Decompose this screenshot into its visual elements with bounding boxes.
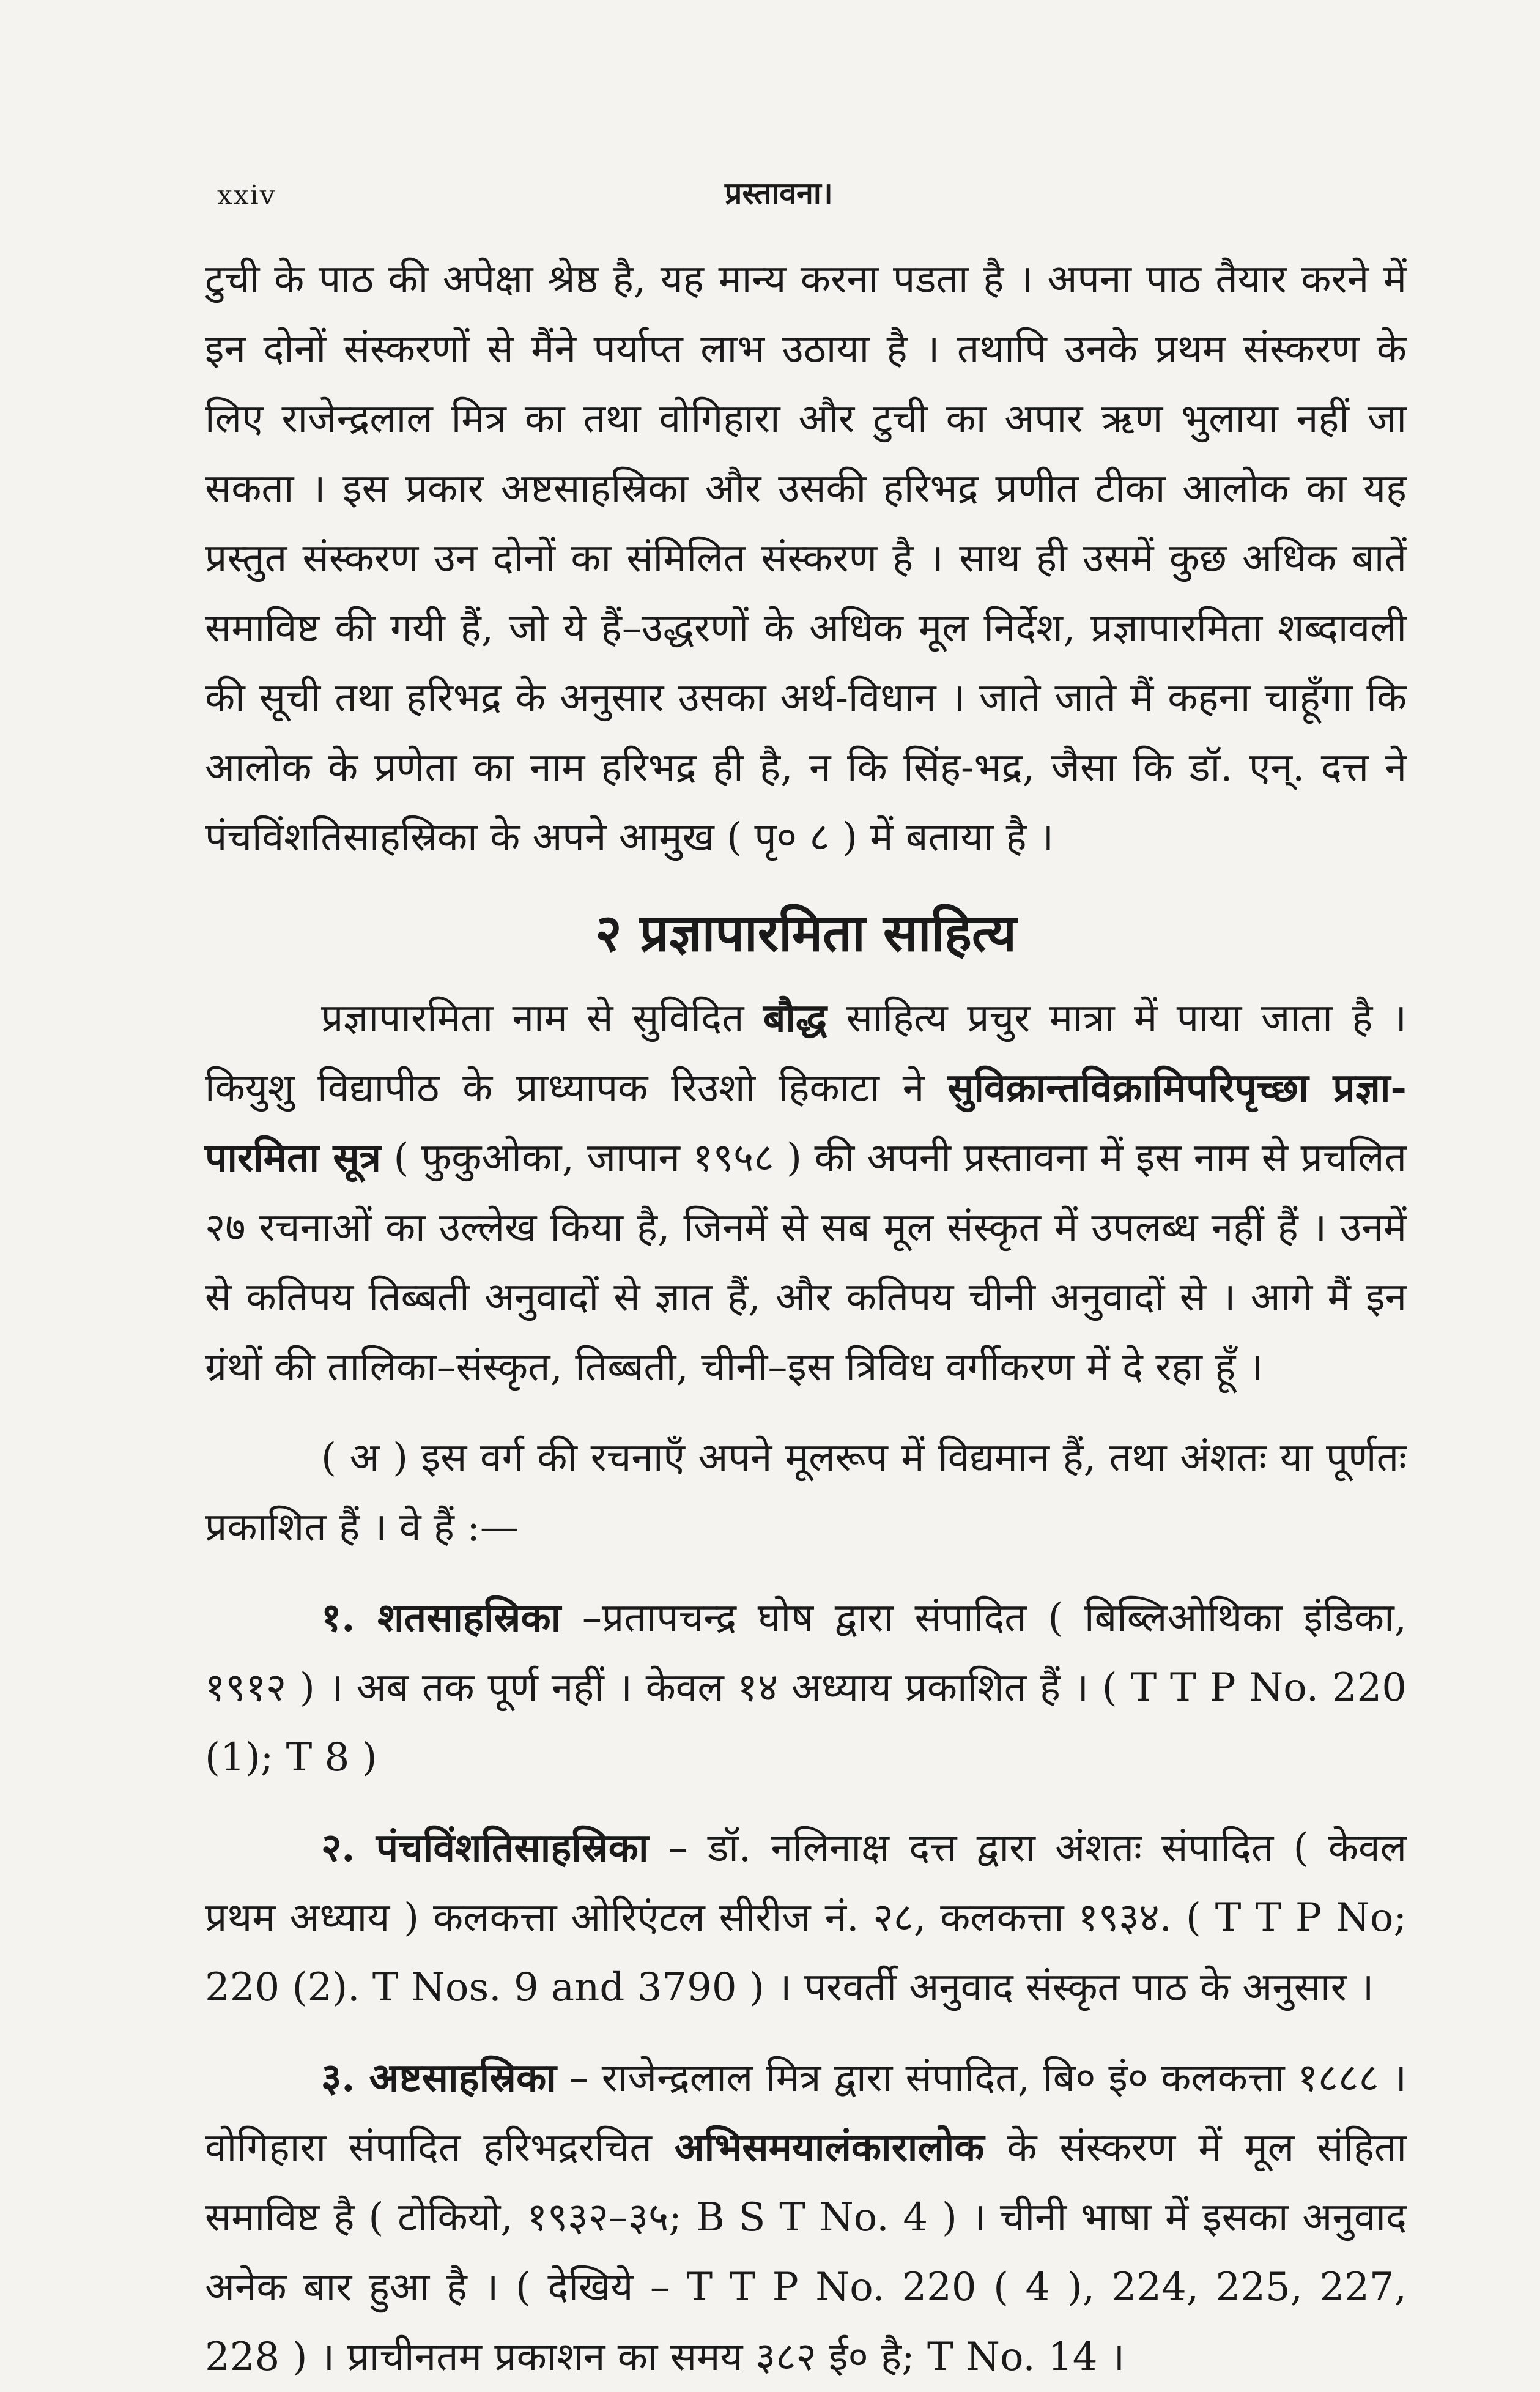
entry-title: ३. अष्टसाहस्रिका — [321, 2055, 557, 2101]
entry-1 — [205, 1583, 1407, 1792]
entry-text: – डॉ. नलिनाक्ष दत्त द्वारा अंशतः संपादित ( केवल प्रथम अध्याय ) कलकत्ता ओरिएंटल सीरीज नं. २८, कलकत्ता १९३४. ( T T P No; 220 (2). T Nos. 9 and 3790 ) । परवर्ती अनुवाद संस्कृत पाठ के अनुसार । — [205, 1826, 1407, 2010]
para1-text-b: साहित्य प्रचुर मात्रा में पाया जाता है । कियुशु विद्यापीठ के प्राध्यापक रिउशो हिकाटा ने — [205, 996, 1407, 1111]
entry-text: –प्रतापचन्द्र घोष द्वारा संपादित ( बिब्लिओथिका इंडिका, १९१२ ) । अब तक पूर्ण नहीं । केवल १४ अध्याय प्रकाशित हैं । ( T T P No. 220 (1); T 8 ) — [205, 1595, 1407, 1780]
sutra-title: सुविक्रान्तविक्रामिपरिपृच्छा प्रज्ञा-पारमिता सूत्र — [205, 1065, 1407, 1181]
intro-paragraph: टुची के पाठ की अपेक्षा श्रेष्ठ है, यह मान्य करना पडता है । अपना पाठ तैयार करने में इन दोनों संस्करणों से मैंने पर्याप्त लाभ उठाया है । तथापि उनके प्रथम संस्करण के लिए राजेन्द्रलाल मित्र का तथा वोगिहारा और टुची का अपार ऋण भुलाया नहीं जा सकता । इस प्रकार अष्टसाहस्रिका और उसकी हरिभद्र प्रणीत टीका आलोक का यह प्रस्तुत संस्करण उन दोनों का संमिलित संस्करण है । साथ ही उसमें कुछ अधिक बातें समाविष्ट की गयी हैं, जो ये हैं–उद्धरणों के अधिक मूल निर्देश, प्रज्ञापारमिता शब्दावली की सूची तथा हरिभद्र के अनुसार उसका अर्थ-विधान । जाते जाते मैं कहना चाहूँगा कि आलोक के प्रणेता का नाम हरिभद्र ही है, न कि सिंह-भद्र, जैसा कि डॉ. एन्. दत्त ने पंचविंशतिसाहस्रिका के अपने आमुख ( पृ० ८ ) में बताया है । — [205, 257, 1407, 860]
entry-text: के संस्करण में मूल संहिता समाविष्ट है ( टोकियो, १९३२–३५; B S T No. 4 ) । चीनी भाषा में इसका अनुवाद अनेक बार हुआ है । ( देखिये – T T P No. 220 ( 4 ), 224, 225, 227, 228 ) । प्राचीनतम प्रकाशन का समय ३८२ ई० है; T No. 14 । — [205, 2125, 1407, 2380]
body-text — [205, 245, 1407, 2392]
running-title: प्रस्तावना। — [725, 175, 833, 211]
section-paragraph-2: ( अ ) इस वर्ग की रचनाएँ अपने मूलरूप में विद्यमान हैं, तथा अंशतः या पूर्णतः प्रकाशित हैं । वे हैं :— — [205, 1435, 1407, 1550]
entry-title: २. पंचविंशतिसाहस्रिका — [321, 1825, 649, 1871]
para1-text-c: ( फुकुओका, जापान १९५८ ) की अपनी प्रस्तावना में इस नाम से प्रचलित २७ रचनाओं का उल्लेख किया है, जिनमें से सब मूल संस्कृत में उपलब्ध नहीं हैं । उनमें से कतिपय तिब्बती अनुवादों से ज्ञात हैं, और कतिपय चीनी अनुवादों से । आगे मैं इन ग्रंथों की तालिका–संस्कृत, तिब्बती, चीनी–इस त्रिविध वर्गीकरण में दे रहा हूँ । — [205, 1135, 1407, 1390]
entry-2 — [205, 1813, 1407, 2022]
entry-title: १. शतसाहस्रिका — [321, 1595, 561, 1641]
entry-text: – राजेन्द्रलाल मित्र द्वारा संपादित, बि० इं० कलकत्ता १८८८ । वोगिहारा संपादित हरिभद्ररचित — [205, 2056, 1407, 2171]
page-header — [217, 171, 1540, 226]
section-heading: २ प्रज्ञापारमिता साहित्य — [595, 902, 1016, 963]
para1-bold-a: बौद्ध — [763, 995, 827, 1041]
entry-3 — [205, 2043, 1407, 2392]
section-paragraph-1 — [205, 984, 1407, 1402]
entry-bold-term: अभिसमयालंकारालोक — [674, 2125, 985, 2171]
para1-text-a: प्रज्ञापारमिता नाम से सुविदित — [321, 996, 763, 1041]
page-number: xxiv — [217, 180, 276, 211]
